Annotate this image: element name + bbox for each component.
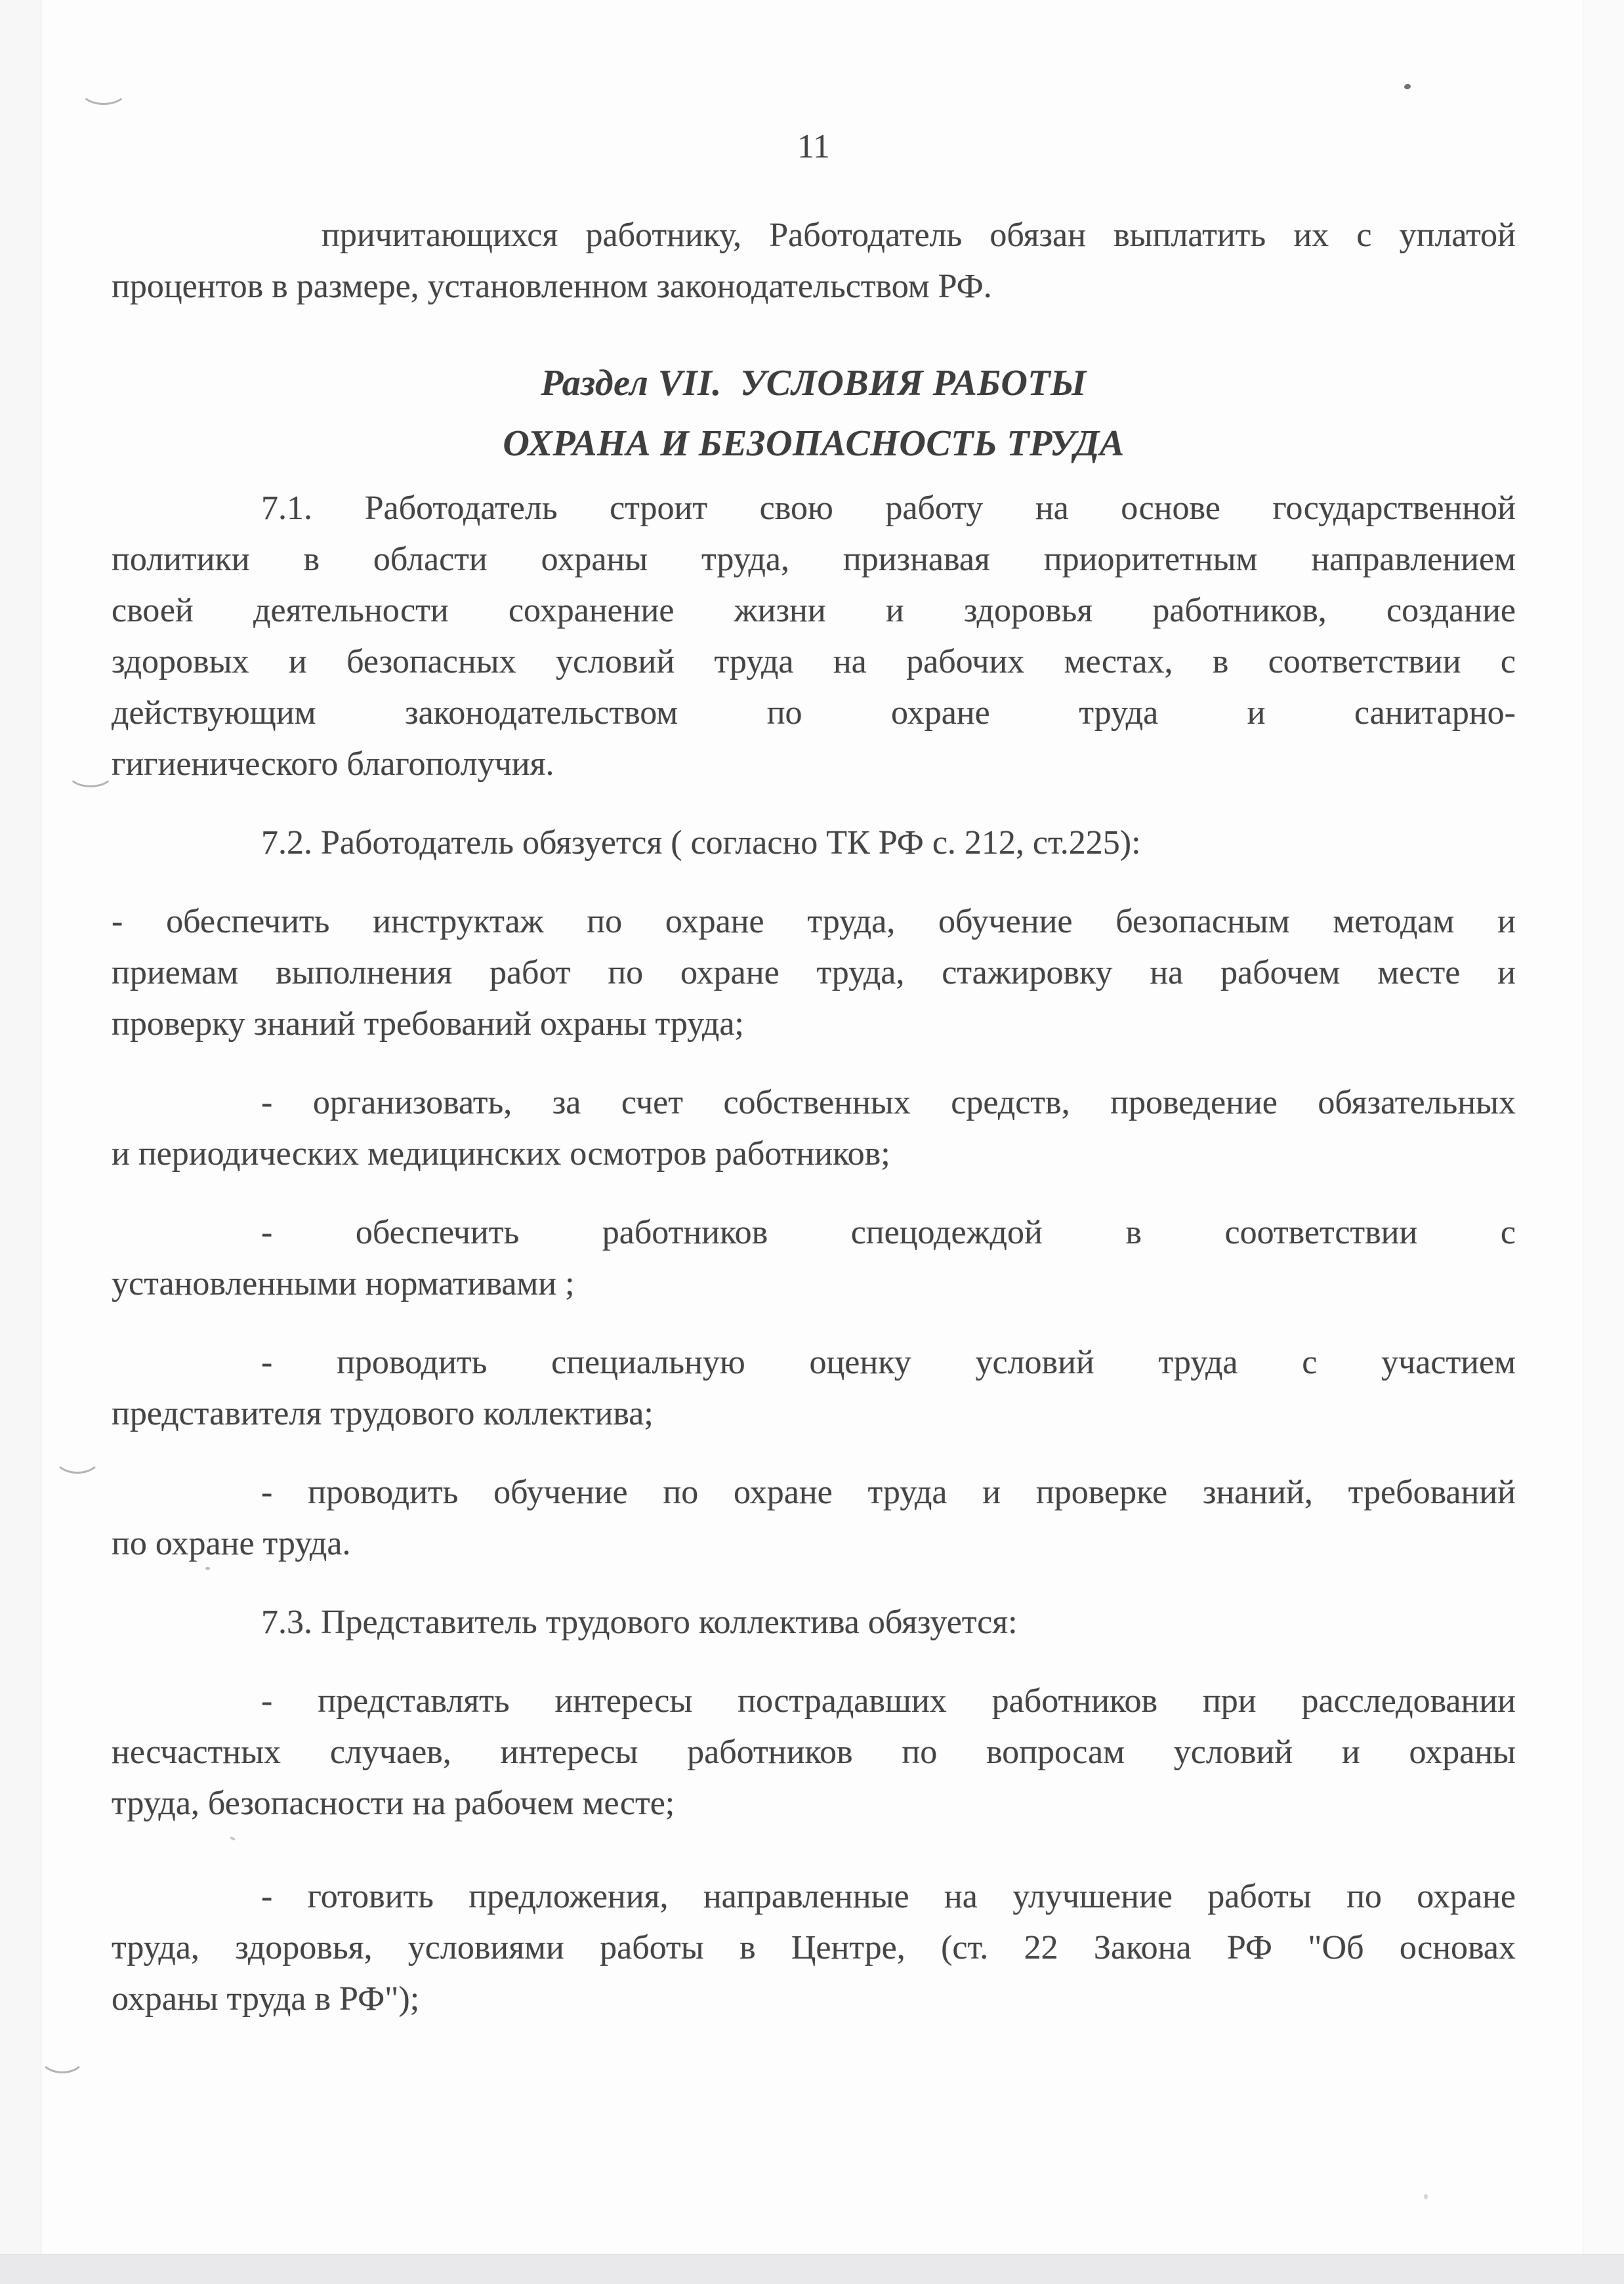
bullet-training-line-2: приемам выполнения работ по охране труда, стажировку на рабочем месте и [112, 954, 1516, 991]
clause-7-1-line-5: действующим законодательством по охране труда и санитарно- [112, 694, 1516, 732]
bullet-sout-assessment-line-2: представителя трудового коллектива; [112, 1395, 654, 1432]
bullet-training [112, 896, 1516, 1050]
bullet-improve-proposals-line-3: охраны труда в РФ"); [112, 1980, 420, 2018]
bullet-improve-proposals-line-1: - готовить предложения, направленные на улучшение работы по охране [261, 1878, 1516, 1915]
intro-paragraph [112, 210, 1516, 312]
intro-paragraph-line-2: процентов в размере, установленном законодательством РФ. [112, 268, 992, 305]
pencil-mark-2 [66, 756, 115, 787]
bullet-sout-assessment [112, 1337, 1516, 1440]
bullet-improve-proposals-line-2: труда, здоровья, условиями работы в Центре, (ст. 22 Закона РФ "Об основах [112, 1929, 1516, 1966]
document-content [112, 121, 1516, 2025]
bullet-represent-interests [112, 1676, 1516, 1829]
page-number: 11 [797, 128, 831, 165]
clause-7-1-line-4: здоровых и безопасных условий труда на рабочих местах, в соответствии с [112, 643, 1516, 680]
scan-right-edge [1583, 0, 1624, 2284]
bullet-workwear-line-1: - обеспечить работников спецодеждой в соответствии с [261, 1214, 1516, 1251]
bullet-workwear-line-2: установленными нормативами ; [112, 1265, 575, 1302]
pencil-mark-1 [79, 73, 128, 105]
clause-7-1 [112, 483, 1516, 790]
bullet-represent-interests-line-2: несчастных случаев, интересы работников по вопросам условий и охраны [112, 1734, 1516, 1771]
section-heading [112, 353, 1516, 474]
bullet-workwear [112, 1207, 1516, 1310]
section-heading-line-2: ОХРАНА И БЕЗОПАСНОСТЬ ТРУДА [503, 423, 1125, 464]
clause-7-1-line-3: своей деятельности сохранение жизни и здоровья работников, создание [112, 592, 1516, 629]
bullet-training-check [112, 1467, 1516, 1569]
clause-7-1-line-2: политики в области охраны труда, признавая приоритетным направлением [112, 541, 1516, 578]
bullet-training-line-3: проверку знаний требований охраны труда; [112, 1005, 744, 1043]
ink-speck-1 [1404, 83, 1411, 90]
pencil-mark-3 [53, 1438, 102, 1474]
bullet-represent-interests-line-3: труда, безопасности на рабочем месте; [112, 1785, 675, 1822]
pencil-mark-4 [39, 2038, 86, 2073]
bullet-training-check-line-1: - проводить обучение по охране труда и проверке знаний, требований [261, 1474, 1516, 1511]
bullet-training-check-line-2: по охране труда. [112, 1525, 351, 1562]
bullet-represent-interests-line-1: - представлять интересы пострадавших работников при расследовании [261, 1682, 1516, 1720]
bullet-sout-assessment-line-1: - проводить специальную оценку условий труда с участием [261, 1344, 1516, 1381]
clause-7-3-line-1: 7.3. Представитель трудового коллектива обязуется: [261, 1604, 1018, 1641]
scan-left-edge [0, 0, 41, 2284]
clause-7-3 [112, 1597, 1516, 1648]
bullet-medical-exams-line-1: - организовать, за счет собственных средств, проведение обязательных [261, 1084, 1516, 1121]
bullet-medical-exams-line-2: и периодических медицинских осмотров работников; [112, 1135, 890, 1173]
clause-7-2-line-1: 7.2. Работодатель обязуется ( согласно ТК РФ с. 212, ст.225): [261, 824, 1141, 862]
intro-paragraph-line-1: причитающихся работнику, Работодатель обязан выплатить их с уплатой [322, 217, 1516, 254]
section-heading-line-1: Раздел VII. УСЛОВИЯ РАБОТЫ [541, 363, 1087, 404]
bullet-training-line-1: - обеспечить инструктаж по охране труда, обучение безопасным методам и [112, 903, 1516, 940]
clause-7-1-line-1: 7.1. Работодатель строит свою работу на основе государственной [261, 489, 1516, 527]
bullet-improve-proposals [112, 1871, 1516, 2025]
clause-7-1-line-6: гигиенического благополучия. [112, 745, 554, 783]
clause-7-2 [112, 818, 1516, 869]
scan-bottom-strip [0, 2254, 1624, 2284]
ink-speck-4 [1424, 2194, 1428, 2199]
bullet-medical-exams [112, 1077, 1516, 1180]
